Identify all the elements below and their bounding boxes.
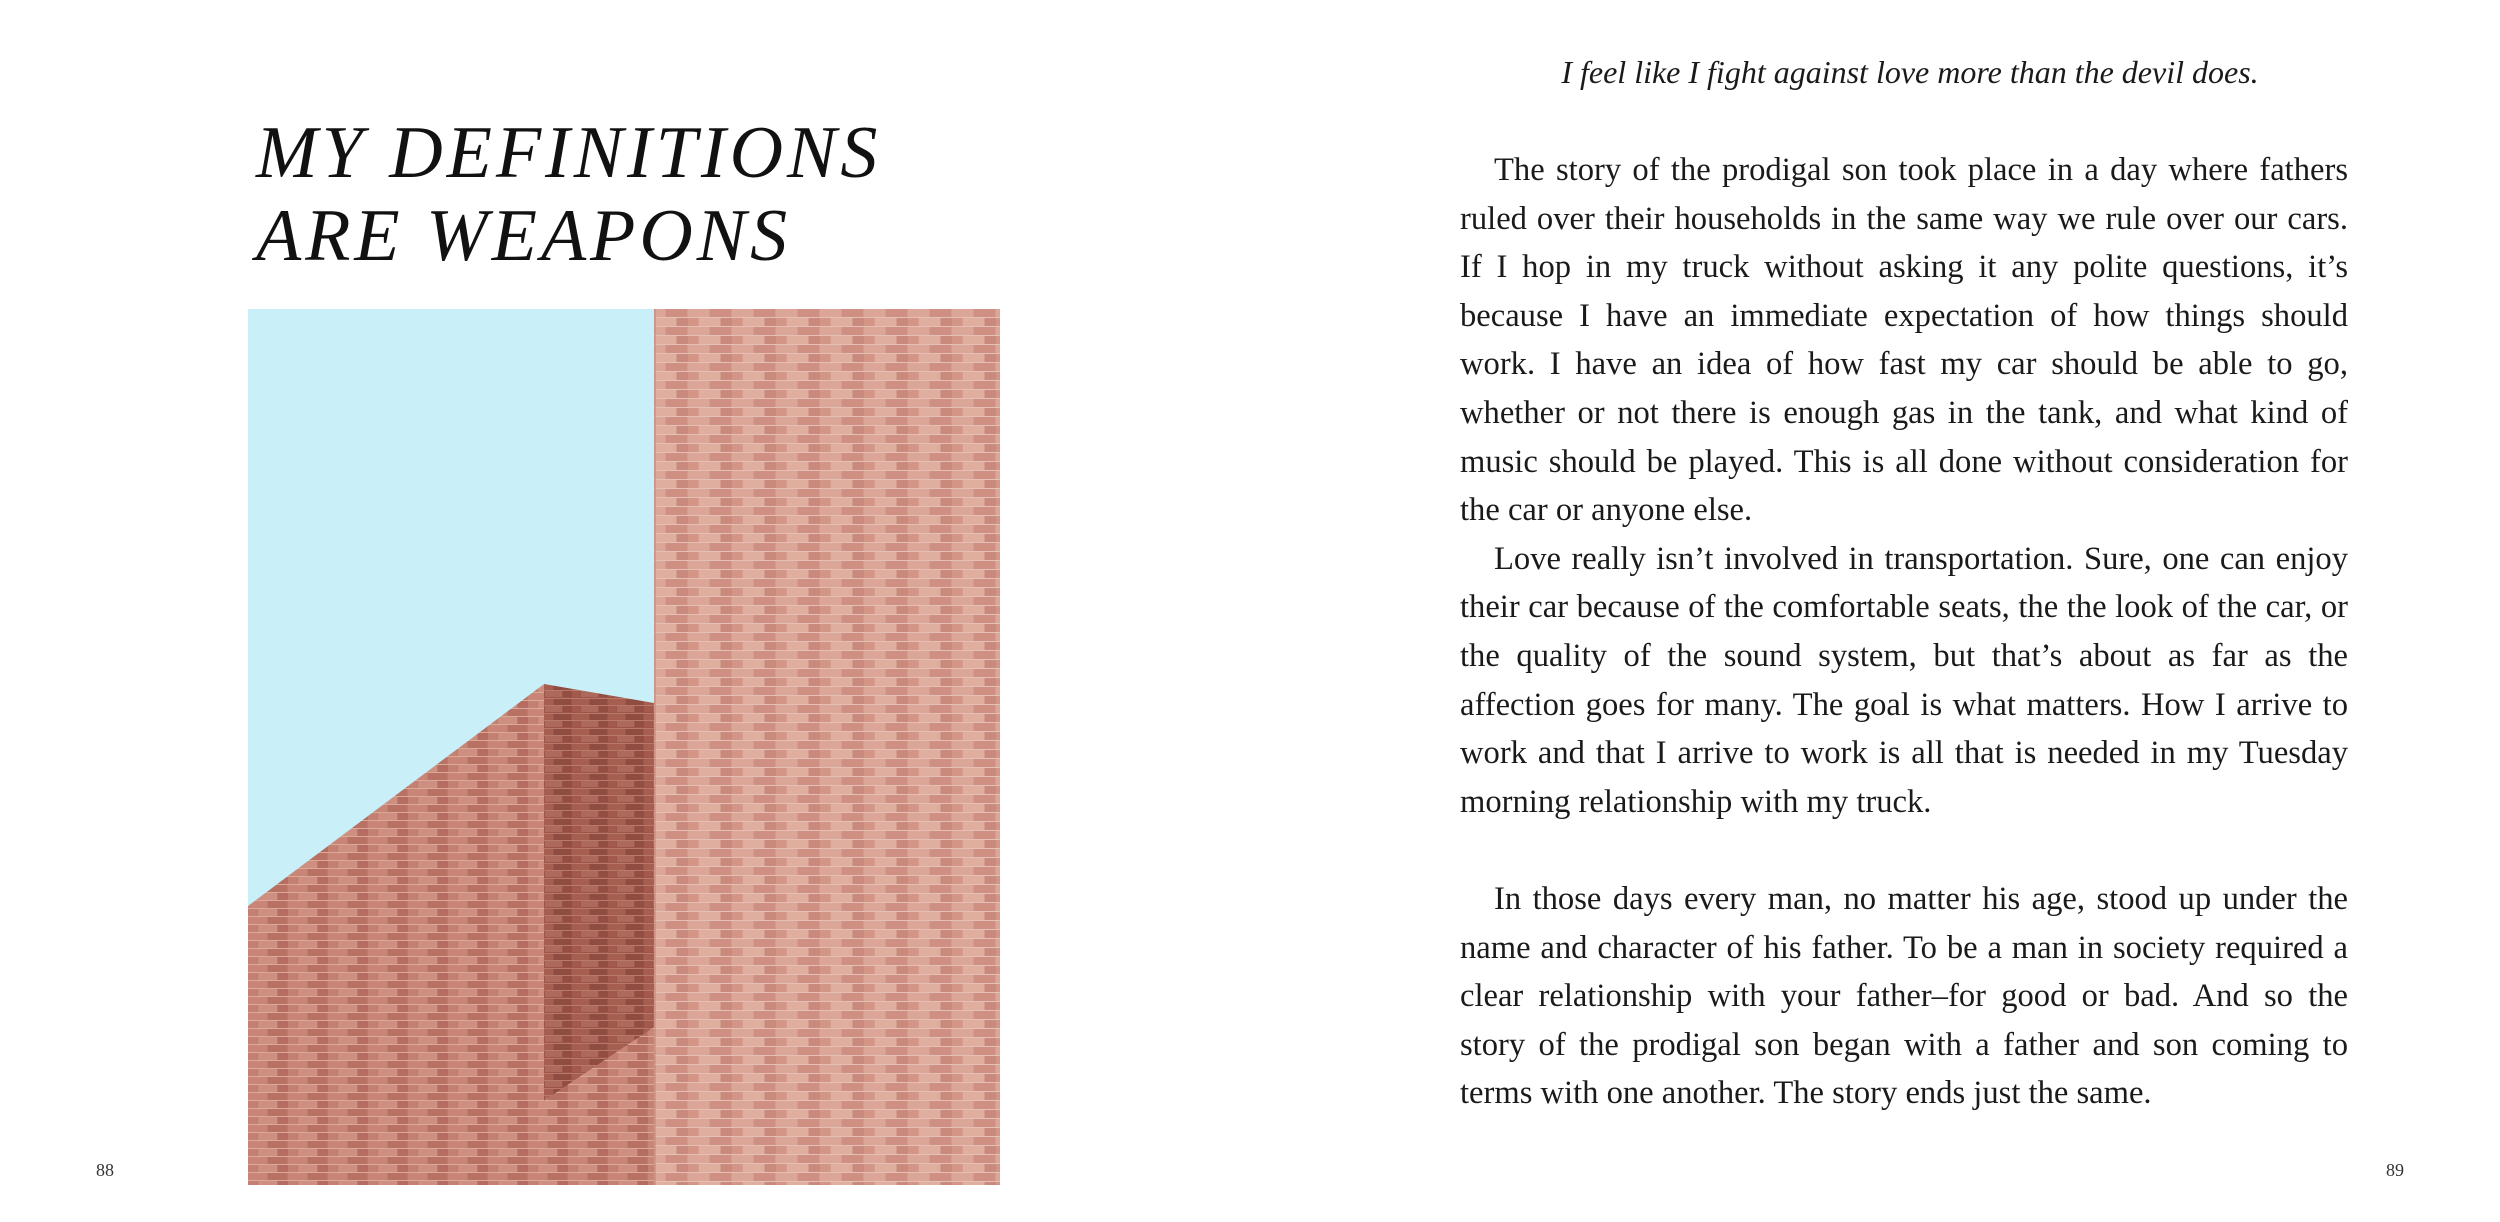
brick-building-photo [248,309,1000,1185]
chapter-title-line-2: ARE WEAPONS [256,195,792,277]
page-number-left: 88 [96,1160,114,1180]
epigraph-quote: I feel like I fight against love more than the devil does. [1561,54,2259,90]
page-number-right: 89 [2386,1160,2404,1180]
paragraph-1: The story of the prodigal son took place in a day where fathers ruled over their households in the same way we rule over our cars. If I hop in my truck without asking it any polite questions, it’s because I have an immediate expectation of how things should work. I have an idea of how fast my car should be able to go, whether or not there is enough gas in the tank, and what kind of music should be played. This is all done without consideration for the car or anyone else. [1460,152,2348,529]
chapter-title [256,112,1076,278]
paragraph-3: In those days every man, no matter his age, stood up under the name and character of his father. To be a man in society required a clear relationship with your father–for good or bad. And so the story of the prodigal son began with a father and son coming to terms with one another. The story ends just the same. [1460,880,2348,1112]
chapter-title-line-1: MY DEFINITIONS [256,112,882,194]
body-text [1460,146,2348,1118]
paragraph-2: Love really isn’t involved in transportation. Sure, one can enjoy their car because of the comfortable seats, the the look of the car, or the quality of the sound system, but that’s about as far as the affection goes for many. The goal is what matters. How I arrive to work and that I arrive to work is all that is needed in my Tuesday morning relationship with my truck. [1460,540,2348,820]
